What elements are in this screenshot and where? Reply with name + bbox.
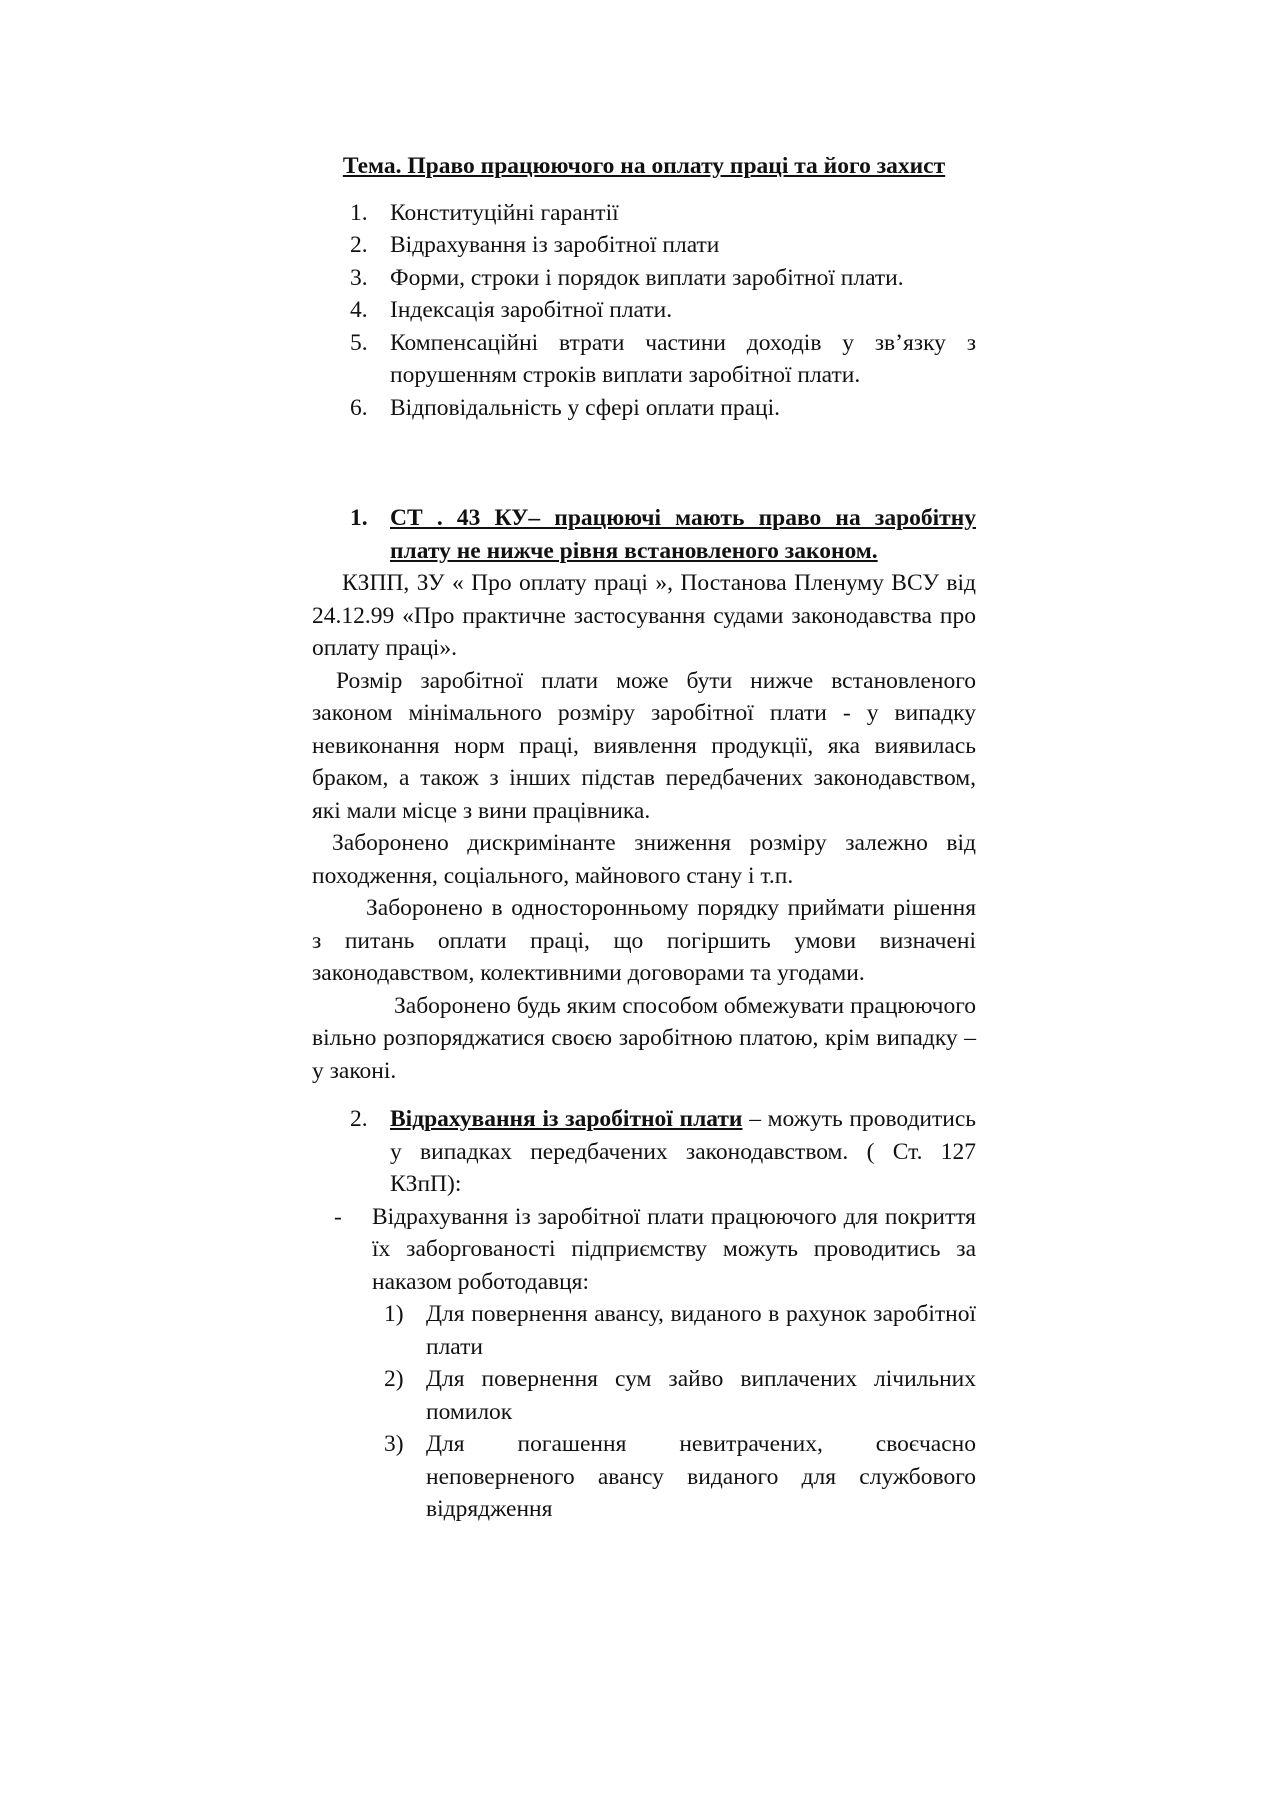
paragraph-unilateral-decision: Заборонено в односторонньому порядку приймати рішення з питань оплати праці, що погіршить умови визначені законодавством, колективними договорами та угодами. xyxy=(312,895,976,986)
dash-item-text: Відрахування із заробітної плати працюючого для покриття їх заборгованості підприємству можуть проводитись за наказом роботодавця: xyxy=(372,1203,976,1295)
sub-list-text: Для повернення сум зайво виплачених лічильних помилок xyxy=(426,1366,976,1425)
list-text: Форми, строки і порядок виплати заробітної плати. xyxy=(390,264,904,291)
list-text: Відрахування із заробітної плати xyxy=(390,232,720,258)
sub-list-number: 2) xyxy=(384,1366,404,1392)
section-number: 1. xyxy=(350,505,368,531)
section-1-heading xyxy=(312,502,976,567)
list-text: Відповідальність у сфері оплати праці. xyxy=(390,394,781,421)
document-page xyxy=(312,150,976,1526)
dash-marker: - xyxy=(334,1203,342,1230)
section-number: 2. xyxy=(350,1106,368,1132)
sub-list-number: 1) xyxy=(384,1301,404,1327)
list-item xyxy=(312,392,976,425)
list-item xyxy=(312,197,976,230)
list-text: Компенсаційні втрати частини доходів у зв’язку з порушенням строків виплати заробітної плати. xyxy=(390,329,976,388)
sub-list-number: 3) xyxy=(384,1431,404,1457)
list-number: 4. xyxy=(350,297,368,323)
list-item xyxy=(312,294,976,327)
section-heading-text: Відрахування із заробітної плати xyxy=(390,1106,743,1132)
sub-list-item xyxy=(312,1363,976,1428)
list-item xyxy=(312,229,976,262)
section-heading-text: СТ . 43 КУ– працюючі мають право на заробітну плату не нижче рівня встановленого законом. xyxy=(390,505,976,564)
sub-list-text: Для повернення авансу, виданого в рахунок заробітної плати xyxy=(426,1301,976,1360)
sub-list-text: Для погашення невитрачених, своєчасно неповерненого авансу виданого для службового відрядження xyxy=(426,1431,976,1522)
paragraph-restriction: Заборонено будь яким способом обмежувати працюючого вільно розпоряджатися своєю заробітною платою, крім випадку – у законі. xyxy=(312,992,976,1084)
sub-list-item xyxy=(312,1298,976,1363)
list-number: 2. xyxy=(350,232,368,258)
paragraph-discrimination: Заборонено дискримінанте зниження розміру залежно від походження, соціального, майнового стану і т.п. xyxy=(312,830,976,889)
dash-list-item xyxy=(312,1201,976,1299)
paragraph-salary-below-minimum: Розмір заробітної плати може бути нижче встановленого законом мінімального розміру заробітної плати - у випадку невиконання норм праці, виявлення продукції, яка виявилась браком, а також з інших підстав передбачених законодавством, які мали місце з вини працівника. xyxy=(312,667,976,824)
list-text: Конституційні гарантії xyxy=(390,199,619,226)
section-2-heading xyxy=(312,1103,976,1201)
paragraph-sources: КЗПП, ЗУ « Про оплату праці », Постанова Пленуму ВСУ від 24.12.99 «Про практичне застосування судами законодавства про оплату праці». xyxy=(312,570,976,661)
list-item xyxy=(312,262,976,295)
list-number: 1. xyxy=(350,199,368,226)
section-heading-rest: – можуть проводитись у випадках передбачених законодавством. ( Ст. 127 КЗпП): xyxy=(390,1106,977,1197)
list-item xyxy=(312,327,976,392)
sub-list-item xyxy=(312,1428,976,1526)
list-text: Індексація заробітної плати. xyxy=(390,297,673,323)
list-number: 5. xyxy=(350,329,368,356)
list-number: 6. xyxy=(350,394,368,421)
topic-list xyxy=(312,197,976,425)
list-number: 3. xyxy=(350,264,368,291)
page-title: Тема. Право працюючого на оплату праці та його захист xyxy=(342,153,946,179)
